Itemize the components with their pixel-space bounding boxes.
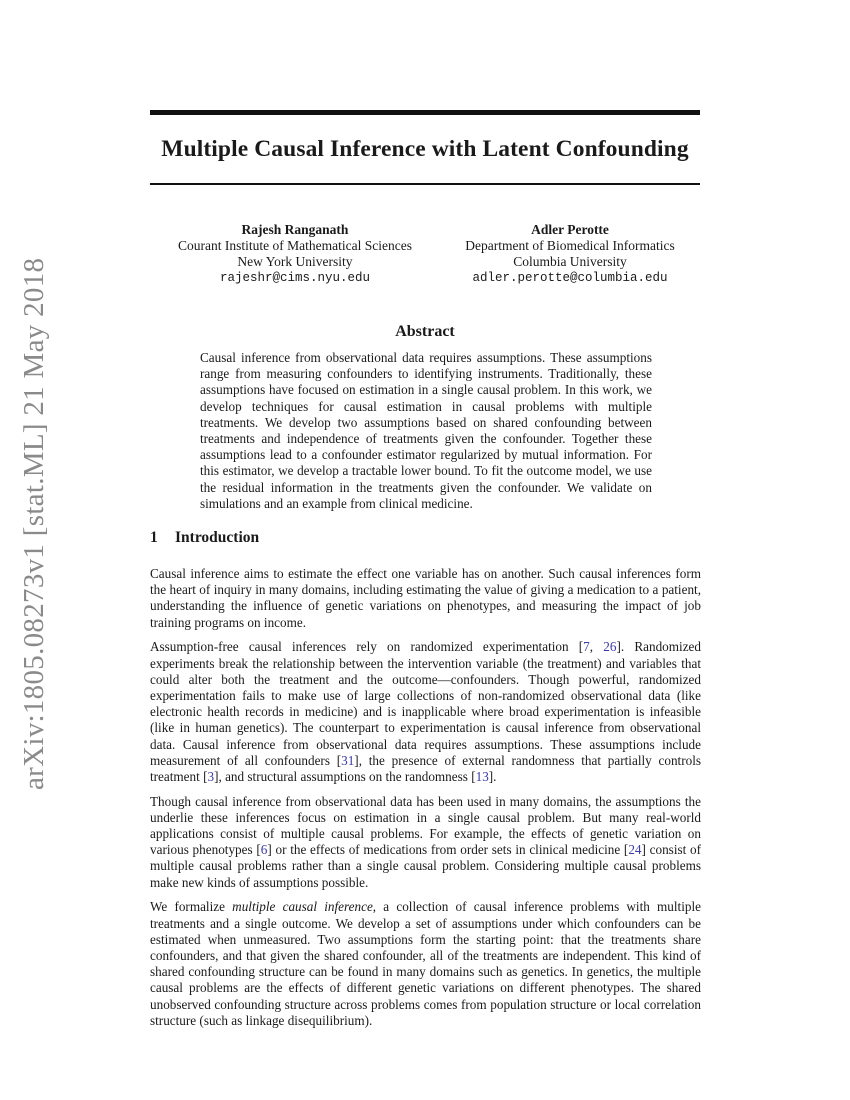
- citation-link[interactable]: 3: [207, 768, 215, 784]
- author-affiliation: Department of Biomedical Informatics: [465, 238, 675, 253]
- abstract-heading: Abstract: [395, 323, 455, 340]
- paragraph-text: ], and structural assumptions on the randomness [: [214, 768, 476, 784]
- paragraph-text: ]. Randomized experiments break the relationship between the intervention variable (the treatment) and variables that could alter both the treatment and the outcome—confounders. Though powerful, randomized experimentation fails to make use of large collections of non-randomized observational data (like electronic health records in medicine) and is inapplicable where broad experimentation is infeasible (like in human genetics). The counterpart to experimentation is causal inference from observational data. Causal inference from observational data requires assumptions. These assumptions include measurement of all confounders [: [150, 639, 701, 768]
- citation-link[interactable]: 24: [628, 842, 642, 858]
- section-title: Introduction: [175, 529, 260, 546]
- paragraph-text: ] or the effects of medications from order sets in clinical medicine [: [267, 842, 629, 858]
- paragraph-text: ].: [488, 768, 497, 784]
- section-number: 1: [150, 529, 158, 546]
- paragraph-text: , a collection of causal inference problems with multiple treatments and a single outcome. We develop a set of assumptions under which confounders can be estimated when unmeasured. Two assumptions form the starting point: that the treatments share confounders, and that given the shared confounder, all of the treatments are independent. This kind of shared confounding structure can be found in many domains such as genetics. In genetics, the multiple causal problems are the effects of different genetic variations on different phenotypes. The shared unobserved confounding structure across problems comes from population structure or local correlation structure (such as linkage disequilibrium).: [150, 899, 701, 1028]
- introduction-body: [150, 566, 701, 1037]
- emphasized-term: multiple causal inference: [232, 899, 373, 915]
- author-email[interactable]: adler.perotte@columbia.edu: [472, 271, 668, 285]
- paragraph-text: ,: [589, 639, 604, 655]
- citation-link[interactable]: 31: [341, 752, 355, 768]
- paragraph-text: Though causal inference from observational data has been used in many domains, the assumptions the underlie these inferences focus on estimation in a single causal problem. But many real-world applications consist of multiple causal problems. For example, the effects of genetic variation on various phenotypes [: [150, 793, 701, 858]
- citation-link[interactable]: 13: [475, 768, 489, 784]
- paragraph-text: ], the presence of external randomness that partially controls treatment [: [150, 752, 701, 784]
- paragraph-text: Assumption-free causal inferences rely on randomized experimentation [: [150, 639, 584, 655]
- paragraph-text: ] consist of multiple causal problems rather than a single causal problem. Considering multiple causal problems make new kinds of assumptions possible.: [150, 842, 701, 890]
- paper-title: Multiple Causal Inference with Latent Confounding: [161, 136, 689, 162]
- citation-link[interactable]: 6: [260, 842, 268, 858]
- paragraph-3: [150, 794, 701, 891]
- title-rule-bottom: [150, 183, 700, 185]
- author-name: Adler Perotte: [531, 222, 609, 237]
- author-name: Rajesh Ranganath: [241, 222, 349, 237]
- abstract-text: Causal inference from observational data requires assumptions. These assumptions range from measuring confounders to identifying instruments. Traditionally, these assumptions have focused on estimation in a single causal problem. In this work, we develop techniques for causal estimation in causal problems with multiple treatments. We develop two assumptions based on shared confounding between treatments and independence of treatments given the confounder. Together these assumptions lead to a confounder estimator regularized by mutual information. For this estimator, we develop a tractable lower bound. To fit the outcome model, we use the residual information in the treatments given the confounder. We validate on simulations and an example from clinical medicine.: [200, 350, 652, 511]
- author-block-2: [440, 222, 700, 286]
- author-block-1: [160, 222, 430, 286]
- paragraph-text: Causal inference aims to estimate the effect one variable has on another. Such causal inferences form the heart of inquiry in many domains, including estimating the value of giving a medication to a patient, understanding the influence of genetic variations on phenotypes, and measuring the impact of job training programs on income.: [150, 566, 701, 630]
- paragraph-1: [150, 566, 701, 631]
- paragraph-2: [150, 639, 701, 785]
- section-heading: [150, 529, 259, 547]
- author-affiliation: Columbia University: [513, 254, 627, 269]
- paragraph-text: We formalize: [150, 899, 233, 915]
- author-affiliation: Courant Institute of Mathematical Sciences: [178, 238, 412, 253]
- author-email[interactable]: rajeshr@cims.nyu.edu: [219, 271, 371, 285]
- paragraph-4: [150, 899, 701, 1029]
- citation-link[interactable]: 26: [603, 639, 617, 655]
- title-rule-top: [150, 110, 700, 115]
- author-affiliation: New York University: [237, 254, 353, 269]
- citation-link[interactable]: 7: [583, 639, 590, 655]
- arxiv-identifier-stamp: arXiv:1805.08273v1 [stat.ML] 21 May 2018: [18, 257, 50, 790]
